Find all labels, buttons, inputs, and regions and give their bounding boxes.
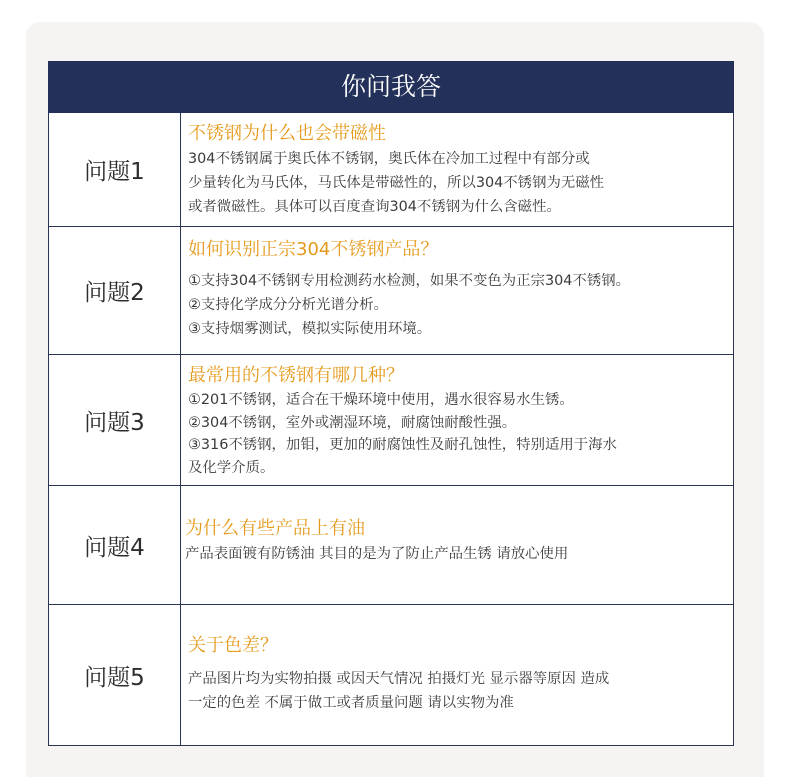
question-title: 关于色差？ xyxy=(188,635,278,656)
answer-text xyxy=(188,667,727,715)
answer-line: ②304不锈钢，室外或潮湿环境，耐腐蚀耐酸性强。 xyxy=(188,414,517,431)
question-title: 如何识别正宗304不锈钢产品？ xyxy=(188,239,439,260)
faq-row-3 xyxy=(48,355,734,486)
question-title: 为什么有些产品上有油 xyxy=(185,518,365,539)
answer-line: ①201不锈钢，适合在干燥环境中使用，遇水很容易水生锈。 xyxy=(188,392,574,408)
faq-row-1 xyxy=(48,113,734,227)
answer-cell xyxy=(181,605,733,745)
question-label: 问题3 xyxy=(49,355,181,485)
question-label: 问题2 xyxy=(49,227,181,354)
question-title: 不锈钢为什么也会带磁性 xyxy=(188,123,386,144)
answer-line: 产品表面镀有防锈油 其目的是为了防止产品生锈 请放心使用 xyxy=(185,546,569,562)
answer-text xyxy=(188,389,727,479)
faq-row-4 xyxy=(48,486,734,605)
answer-text xyxy=(188,269,727,341)
question-label: 问题4 xyxy=(49,486,181,604)
answer-line: 一定的色差 不属于做工或者质量问题 请以实物为准 xyxy=(188,695,514,711)
answer-line: ②支持化学成分分析光谱分析。 xyxy=(188,297,388,313)
answer-line: ①支持304不锈钢专用检测药水检测，如果不变色为正宗304不锈钢。 xyxy=(188,273,630,289)
faq-header: 你问我答 xyxy=(48,61,734,113)
answer-cell xyxy=(181,486,733,604)
faq-row-5 xyxy=(48,605,734,746)
answer-text xyxy=(188,147,727,219)
answer-line: 或者微磁性。具体可以百度查询304不锈钢为什么含磁性。 xyxy=(188,199,561,215)
answer-text xyxy=(185,542,727,566)
answer-line: 产品图片均为实物拍摄 或因天气情况 拍摄灯光 显示器等原因 造成 xyxy=(188,671,610,687)
answer-line: 少量转化为马氏体，马氏体是带磁性的，所以304不锈钢为无磁性 xyxy=(188,175,605,191)
answer-line: 及化学介质。 xyxy=(188,459,275,476)
answer-cell xyxy=(181,355,733,485)
answer-line: 304不锈钢属于奥氏体不锈钢，奥氏体在冷加工过程中有部分或 xyxy=(188,151,590,167)
faq-table xyxy=(48,61,734,746)
faq-row-2 xyxy=(48,227,734,355)
question-label: 问题1 xyxy=(49,113,181,226)
question-title: 最常用的不锈钢有哪几种？ xyxy=(188,365,404,386)
answer-cell xyxy=(181,113,733,226)
answer-line: ③316不锈钢，加钼，更加的耐腐蚀性及耐孔蚀性，特别适用于海水 xyxy=(188,437,617,453)
answer-line: ③支持烟雾测试，模拟实际使用环境。 xyxy=(188,321,432,337)
question-label: 问题5 xyxy=(49,605,181,745)
answer-cell xyxy=(181,227,733,354)
